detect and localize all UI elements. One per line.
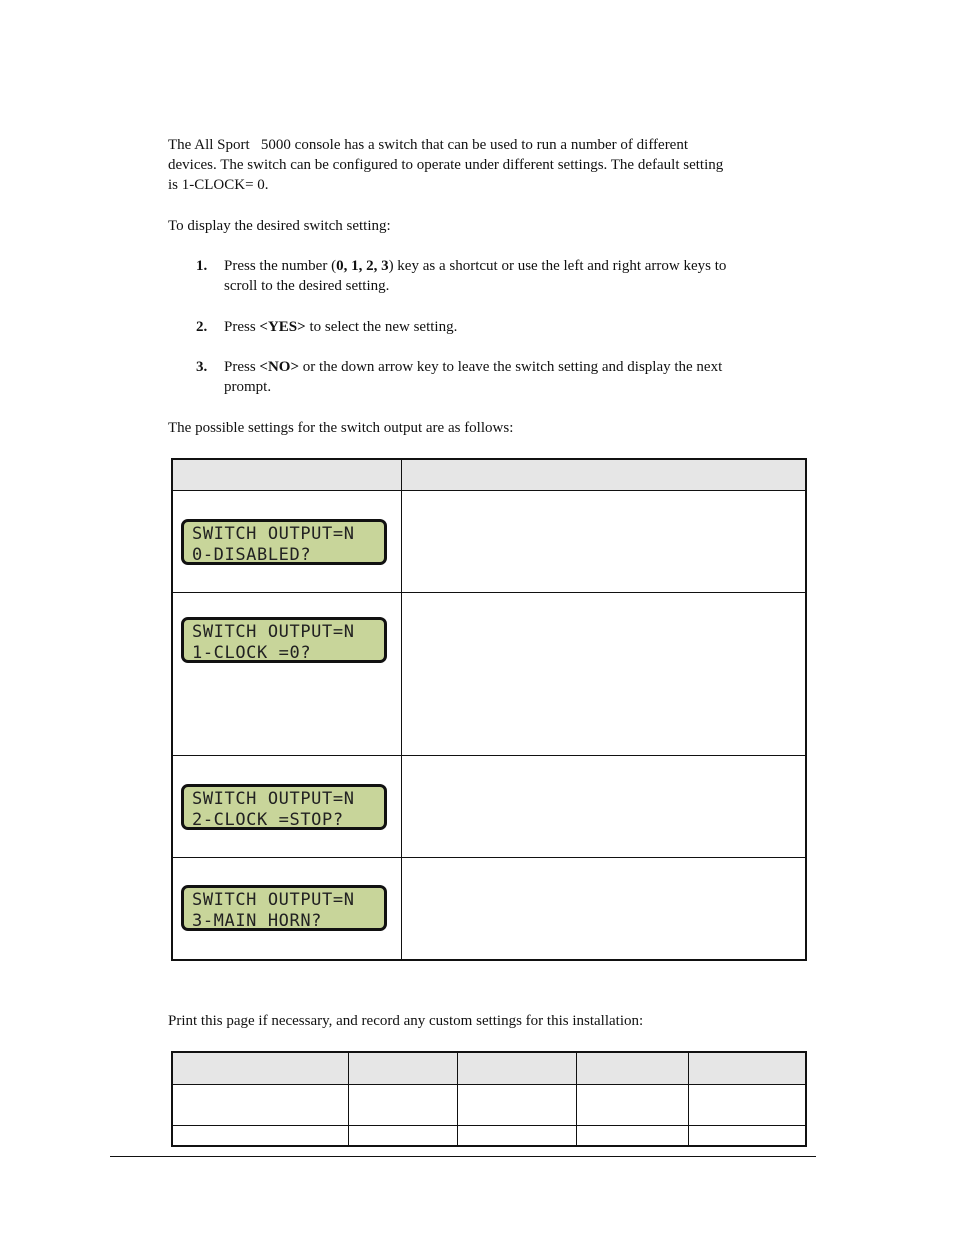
settings-intro: The possible settings for the switch output are as follows: [168,420,514,436]
table-header-cell [348,1052,457,1085]
table-row [172,756,806,858]
description-cell [401,593,806,756]
table-header-cell [457,1052,576,1085]
table-row [172,1085,806,1126]
lcd-display [181,784,387,830]
table-header-cell [172,1052,348,1085]
description-cell [401,756,806,858]
step-text-post: to select the new setting. [305,319,458,335]
lcd-line-1: SWITCH OUTPUT=N [192,890,355,911]
step-text-post: or the down arrow key to leave the switch setting and display the next [299,359,723,375]
lcd-line-2: 2-CLOCK =STOP? [192,809,344,830]
table-row [172,491,806,593]
table-header-row [172,1052,806,1085]
table-row [172,593,806,756]
custom-settings-record-table [171,1051,807,1147]
lcd-line-1: SWITCH OUTPUT=N [192,622,355,642]
description-cell [401,858,806,960]
step-text-post: ) key as a shortcut or use the left and right arrow keys to [388,258,727,274]
step-key-label: <YES> [259,319,306,335]
intro-line-3: is 1-CLOCK= 0. [168,177,269,193]
table-header-cell [172,459,401,491]
table-header-row [172,459,806,491]
record-intro: Print this page if necessary, and record any custom settings for this installation: [168,1013,644,1029]
lcd-line-1: SWITCH OUTPUT=N [192,788,355,809]
step-text-pre: Press [224,319,260,335]
lcd-line-2: 0-DISABLED? [192,544,312,565]
record-cell[interactable] [348,1085,457,1126]
step-text-line2: scroll to the desired setting. [224,278,390,294]
record-cell[interactable] [457,1126,576,1146]
lcd-line-1: SWITCH OUTPUT=N [192,523,355,544]
record-cell[interactable] [688,1126,806,1146]
table-header-cell [688,1052,806,1085]
table-header-cell [401,459,806,491]
step-text-pre: Press the number ( [224,258,337,274]
switch-settings-table [171,458,807,961]
lcd-display [181,519,387,565]
lcd-cell [172,858,401,960]
display-instruction: To display the desired switch setting: [168,218,391,234]
footer-divider [110,1156,816,1157]
step-number: 3. [196,359,208,375]
table-row [172,1126,806,1146]
record-cell[interactable] [457,1085,576,1126]
record-cell[interactable] [172,1085,348,1126]
step-text-pre: Press [224,359,260,375]
lcd-cell [172,756,401,858]
record-cell[interactable] [172,1126,348,1146]
lcd-line-2: 3-MAIN HORN? [192,911,323,932]
record-cell[interactable] [576,1085,688,1126]
lcd-display [181,885,387,931]
step-text-line2: prompt. [224,379,272,395]
intro-line-1: The All Sport 5000 console has a switch that can be used to run a number of different [168,137,689,153]
lcd-cell [172,491,401,593]
step-key-label: 0, 1, 2, 3 [336,258,389,274]
lcd-display [181,617,387,663]
step-key-label: <NO> [259,359,300,375]
record-cell[interactable] [576,1126,688,1146]
record-cell[interactable] [348,1126,457,1146]
table-row [172,858,806,960]
step-number: 1. [196,258,208,274]
lcd-cell [172,593,401,756]
intro-paragraph [168,135,818,195]
step-text [224,317,804,337]
record-cell[interactable] [688,1085,806,1126]
lcd-line-2: 1-CLOCK =0? [192,643,312,663]
step-text [224,256,804,296]
step-text [224,357,804,397]
description-cell [401,491,806,593]
step-number: 2. [196,319,208,335]
table-header-cell [576,1052,688,1085]
intro-line-2: devices. The switch can be configured to operate under different settings. The default setting [168,157,724,173]
